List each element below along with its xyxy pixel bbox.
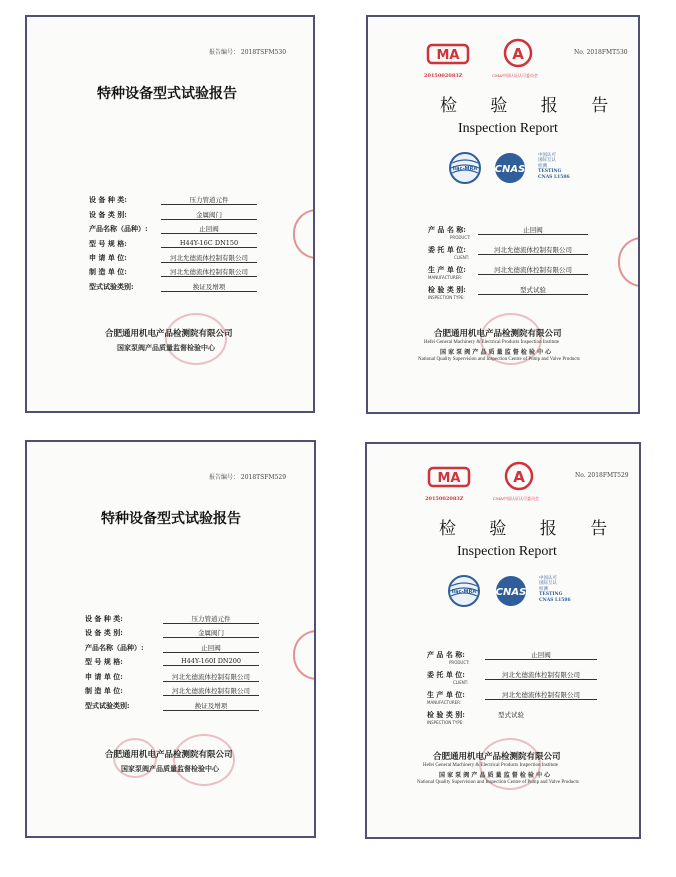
report-number: 报告编号： 2018TSFM530 [209, 49, 287, 56]
issuer-center-cn: 国 家 泵 阀 产 品 质 量 监 督 检 验 中 心 [439, 772, 551, 779]
issuer-center-en: National Quality Supervision and Inspection Centre of Pump and Valve Products [418, 357, 580, 362]
field-label: 检 验 类 别: [427, 710, 465, 719]
field-label: 产品名称（品种）: [85, 643, 144, 652]
cnas-text [538, 153, 570, 180]
field-value: 止回阀 [485, 650, 597, 660]
cnas-logo-icon [486, 151, 534, 185]
inspection-report-page-2 [366, 15, 640, 414]
cal-label: CMA中国认证认可委员会 [492, 73, 539, 78]
field-value: 金属阀门 [163, 628, 259, 638]
red-seal-stamp [165, 313, 227, 365]
ilac-mra-logo-icon [448, 151, 482, 185]
field-value: 河北允德流体控制有限公司 [485, 690, 597, 700]
field-value: 河北允德流体控制有限公司 [161, 267, 257, 277]
field-label-en: MANUFACTURER: [428, 275, 463, 280]
field-label: 委 托 单 位: [427, 670, 465, 679]
cal-logo-icon [498, 37, 538, 73]
field-value: 型式试验 [498, 711, 524, 719]
field-label: 型 号 规 格: [85, 657, 123, 666]
field-label: 产品名称（品种）: [89, 224, 148, 233]
issuer-name: 合肥通用机电产品检测院有限公司 [105, 750, 233, 760]
report-title: 特种设备型式试验报告 [97, 86, 237, 102]
issuer-center-en: National Quality Supervision and Inspection Centre of Pump and Valve Products [417, 780, 579, 785]
type-test-report-page-1 [25, 15, 315, 413]
cnas-text-line: TESTING [539, 592, 563, 598]
field-label: 型 号 规 格: [89, 239, 127, 248]
field-value: 止回阀 [478, 225, 588, 235]
cnas-text-line: 中国认可 [538, 153, 556, 158]
cma-logo-icon [426, 41, 470, 77]
type-test-report-page-3 [25, 440, 316, 838]
issuer-center: 国家泵阀产品质量监督检验中心 [117, 344, 215, 352]
svg-text:MA: MA [436, 48, 460, 63]
report-title-en: Inspection Report [457, 544, 557, 559]
issuer-name-cn: 合肥通用机电产品检测院有限公司 [433, 752, 561, 762]
cnas-text-line: 中国认可 [539, 576, 557, 581]
field-label: 设 备 种 类: [85, 614, 123, 623]
field-value: H44Y-16C DN150 [161, 239, 257, 248]
field-value: 止回阀 [161, 224, 257, 234]
issuer-name-cn: 合肥通用机电产品检测院有限公司 [434, 329, 562, 339]
field-value: 河北允德流体控制有限公司 [163, 672, 259, 682]
field-label: 委 托 单 位: [428, 245, 466, 254]
cal-label: CMA中国认证认可委员会 [493, 496, 540, 501]
issuer-name-en: Hefei General Machinery & Electrical Products Inspection Institute [424, 340, 560, 345]
ilac-label: ilac-MRA [451, 589, 477, 595]
field-label-en: INSPECTION TYPE: [428, 295, 465, 300]
ilac-mra-logo-icon [447, 574, 481, 608]
side-seal-stamp [293, 630, 316, 680]
field-label: 产 品 名 称: [427, 650, 465, 659]
field-value: 止回阀 [163, 643, 259, 653]
field-value: 换证及增项 [161, 282, 257, 292]
field-label-en: INSPECTION TYPE: [427, 720, 464, 725]
field-label: 制 造 单 位: [85, 686, 123, 695]
ilac-label: ilac-MRA [452, 166, 478, 172]
field-label-en: PRODUCT: [449, 660, 470, 665]
svg-text:MA: MA [437, 471, 461, 486]
field-label: 生 产 单 位: [427, 690, 465, 699]
cnas-text-line: CNAS L1586 [538, 174, 570, 180]
field-value: 河北允德流体控制有限公司 [478, 245, 588, 255]
field-label-en: MANUFACTURER: [427, 700, 462, 705]
svg-text:A: A [513, 468, 525, 486]
issuer-center: 国家泵阀产品质量监督检验中心 [121, 765, 219, 773]
report-title-en: Inspection Report [458, 121, 558, 136]
field-label: 制 造 单 位: [89, 267, 127, 276]
field-value: H44Y-160I DN200 [163, 657, 259, 666]
field-label: 生 产 单 位: [428, 265, 466, 274]
cnas-label: CNAS [494, 164, 526, 175]
field-label-en: CLIENT: [454, 255, 470, 260]
cma-logo-icon [427, 464, 471, 500]
field-label-en: CLIENT: [453, 680, 469, 685]
field-label: 型式试验类别: [89, 282, 134, 291]
field-value: 河北允德流体控制有限公司 [485, 670, 597, 680]
issuer-name-en: Hefei General Machinery & Electrical Products Inspection Institute [423, 763, 559, 768]
cnas-text-line: 检测 [539, 586, 548, 592]
report-number: 报告编号： 2018TSFM529 [209, 474, 287, 481]
cma-code: 2015002083Z [424, 73, 463, 79]
issuer-name: 合肥通用机电产品检测院有限公司 [105, 329, 233, 339]
field-value: 换证及增项 [163, 701, 259, 711]
report-number: No. 2018FMT529 [575, 472, 629, 479]
field-value: 金属阀门 [161, 210, 257, 220]
red-seal-stamp [173, 734, 235, 786]
inspection-report-page-4 [365, 442, 641, 839]
field-label-en: PRODUCT: [450, 235, 471, 240]
cnas-text [539, 576, 571, 603]
field-value: 河北允德流体控制有限公司 [478, 265, 588, 275]
issuer-center-cn: 国 家 泵 阀 产 品 质 量 监 督 检 验 中 心 [440, 349, 552, 356]
cnas-logo-icon [487, 574, 535, 608]
cnas-text-line: 检测 [538, 163, 547, 169]
field-label: 申 请 单 位: [85, 672, 123, 681]
cnas-label: CNAS [495, 587, 527, 598]
report-number: No. 2018FMT530 [574, 49, 628, 56]
field-label: 型式试验类别: [85, 701, 130, 710]
field-label: 设 备 类 别: [85, 628, 123, 637]
svg-text:A: A [512, 45, 524, 63]
field-value: 河北允德流体控制有限公司 [161, 253, 257, 263]
report-title-cn: 检 验 报 告 [440, 96, 623, 116]
cnas-text-line: CNAS L1586 [539, 597, 571, 603]
field-value: 压力管道元件 [161, 195, 257, 205]
field-label: 申 请 单 位: [89, 253, 127, 262]
field-value: 河北允德流体控制有限公司 [163, 686, 259, 696]
side-seal-stamp [618, 237, 640, 287]
cal-logo-icon [499, 460, 539, 496]
field-label: 设 备 类 别: [89, 210, 127, 219]
field-label: 检 验 类 别: [428, 285, 466, 294]
field-label: 设 备 种 类: [89, 195, 127, 204]
field-label: 产 品 名 称: [428, 225, 466, 234]
field-value: 压力管道元件 [163, 614, 259, 624]
cnas-text-line: 国际互认 [539, 581, 557, 587]
cnas-text-line: 国际互认 [538, 158, 556, 164]
cma-code: 2015002083Z [425, 496, 464, 502]
report-title-cn: 检 验 报 告 [439, 519, 622, 539]
cnas-text-line: TESTING [538, 169, 562, 175]
report-title: 特种设备型式试验报告 [101, 511, 241, 527]
side-seal-stamp [293, 209, 315, 259]
field-value: 型式试验 [478, 285, 588, 295]
